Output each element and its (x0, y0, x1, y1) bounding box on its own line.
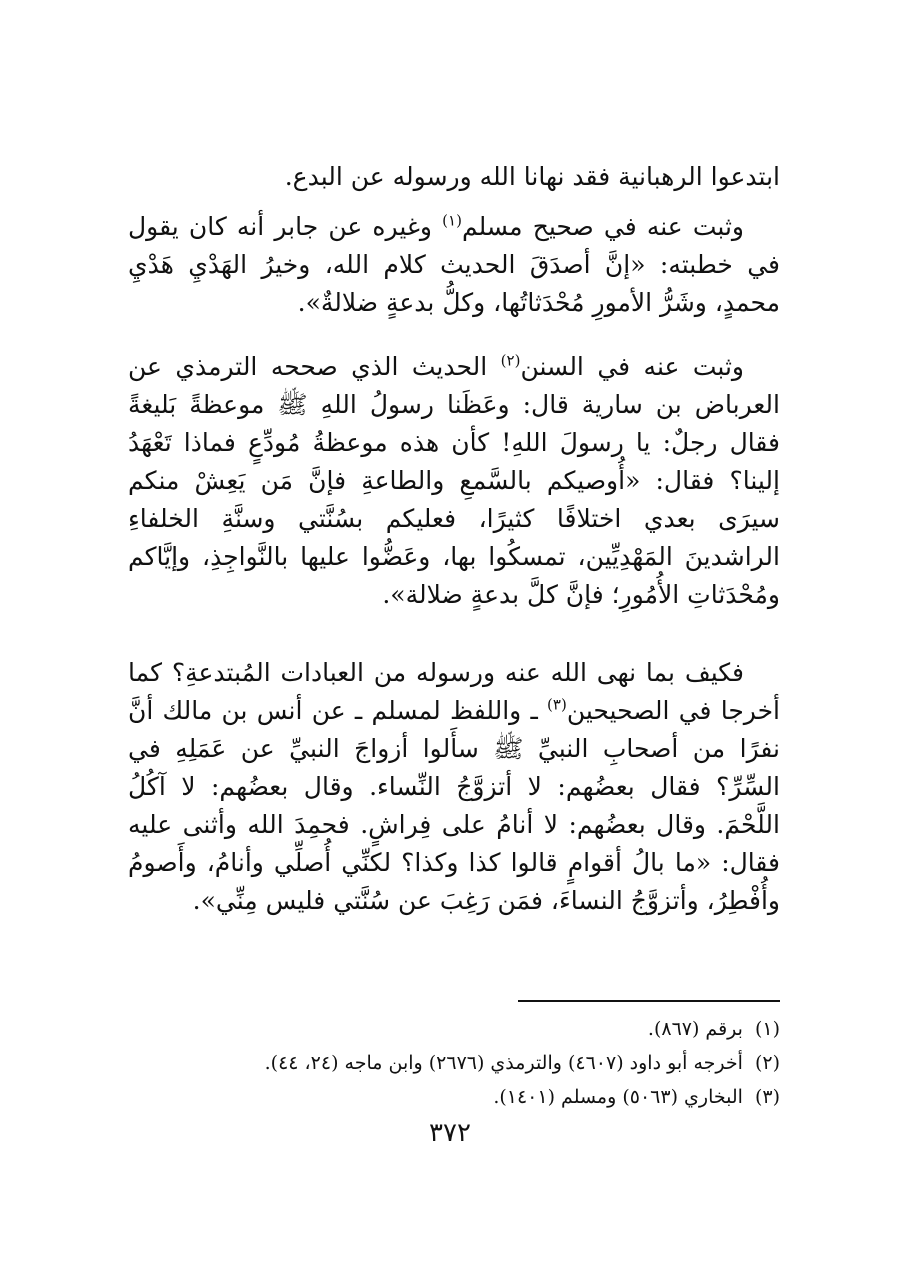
footnote-item (128, 1080, 780, 1114)
paragraph-text: ابتدعوا الرهبانية فقد نهانا الله ورسوله عن البدع. (284, 162, 780, 191)
footnote-text: برقم (٨٦٧). (647, 1018, 743, 1040)
footnote-reference: (٣) (547, 695, 567, 714)
paragraph-irbad-hadith (128, 348, 780, 614)
paragraph-text: فكيف بما نهى الله عنه ورسوله من العبادات المُبتدعةِ؟ كما أخرجا في الصحيحين (128, 658, 780, 725)
paragraph-text: الحديث الذي صححه الترمذي عن العرباض بن سارية قال: وعَظَنا رسولُ اللهِ ﷺ موعظةً بَليغةً فقال رجلٌ: يا رسولَ اللهِ! كأن هذه موعظةُ مُودِّعٍ فماذا تَعْهَدُ إلينا؟ فقال: «أُوصيكم بالسَّمعِ والطاعةِ فإنَّ مَن يَعِشْ منكم سيرَى بعدي اختلافًا كثيرًا، فعليكم بسُنَّتي وسنَّةِ الخلفاءِ الراشدينَ المَهْدِيِّين، تمسكُوا بها، وعَضُّوا عليها بالنَّواجِذِ، وإيَّاكم ومُحْدَثاتِ الأُمُورِ؛ فإنَّ كلَّ بدعةٍ ضلالة». (128, 352, 780, 609)
paragraph-text: ـ واللفظ لمسلم ـ عن أنس بن مالك أنَّ نفرًا من أصحابِ النبيِّ ﷺ سأَلوا أزواجَ النبيِّ عن عَمَلِهِ في السِّرِّ؟ فقال بعضُهم: لا أتزوَّجُ النِّساء. وقال بعضُهم: لا آكُلُ اللَّحْمَ. وقال بعضُهم: لا أنامُ على فِراشٍ. فحمِدَ الله وأثنى عليه فقال: «ما بالُ أقوامٍ قالوا كذا وكذا؟ لكنِّي أُصلِّي وأنامُ، وأَصومُ وأُفْطِرُ، وأتزوَّجُ النساءَ، فمَن رَغِبَ عن سُنَّتي فليس مِنِّي». (128, 696, 780, 915)
paragraph-continuation (128, 158, 780, 196)
paragraph-muslim-hadith (128, 208, 780, 322)
footnote-marker: (٢) (754, 1052, 780, 1074)
footnote-reference: (١) (442, 211, 462, 230)
paragraph-text: وثبت عنه في السنن (520, 352, 744, 381)
footnote-marker: (٣) (754, 1086, 780, 1108)
paragraph-text: وغيره عن جابر أنه كان يقول في خطبته: «إنَّ أصدَقَ الحديث كلام الله، وخيرُ الهَدْيِ هَدْيِ محمدٍ، وشَرُّ الأمورِ مُحْدَثاتُها، وكلُّ بدعةٍ ضلالةٌ». (128, 212, 780, 317)
footnote-marker: (١) (754, 1018, 780, 1040)
footnote-item (128, 1012, 780, 1046)
page-number: ٣٧٢ (429, 1118, 471, 1148)
paragraph-anas-hadith (128, 654, 780, 920)
footnote-reference: (٢) (500, 351, 521, 370)
footnotes (128, 1012, 780, 1114)
footnote-item (128, 1046, 780, 1080)
footnote-text: البخاري (٥٠٦٣) ومسلم (١٤٠١). (493, 1086, 743, 1108)
paragraph-text: وثبت عنه في صحيح مسلم (461, 212, 745, 241)
footnote-divider (518, 1000, 780, 1002)
footnote-text: أخرجه أبو داود (٤٦٠٧) والترمذي (٢٦٧٦) وابن ماجه (٢٤، ٤٤). (264, 1052, 743, 1074)
